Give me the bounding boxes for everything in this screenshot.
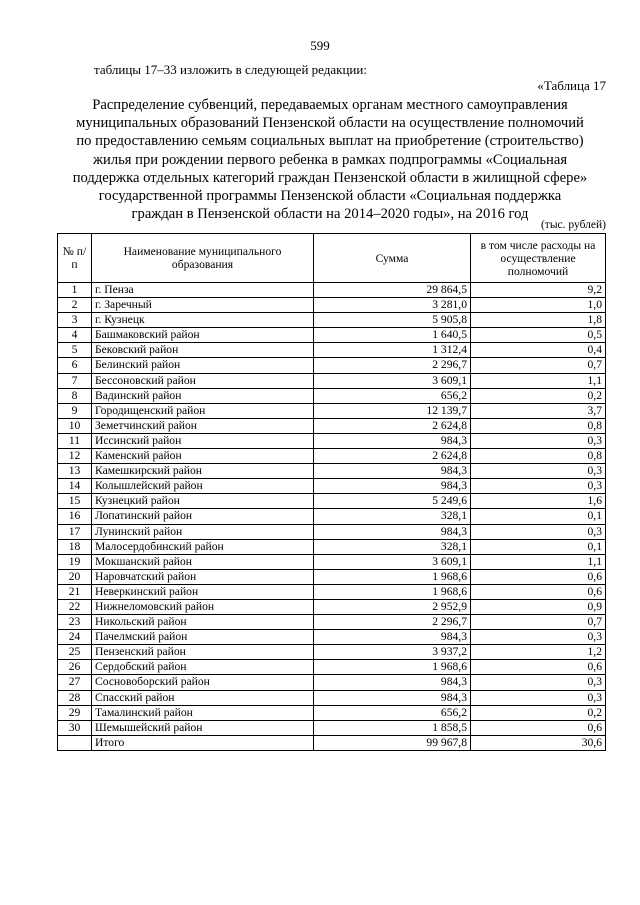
table-row xyxy=(58,494,606,509)
table-row xyxy=(58,433,606,448)
row-name: Иссинский район xyxy=(92,433,314,448)
row-expenses: 0,1 xyxy=(471,509,606,524)
header-num: № п/п xyxy=(58,234,92,283)
row-expenses: 0,2 xyxy=(471,705,606,720)
row-amount: 12 139,7 xyxy=(314,403,471,418)
row-amount: 3 937,2 xyxy=(314,645,471,660)
row-amount: 984,3 xyxy=(314,464,471,479)
row-name: Лопатинский район xyxy=(92,509,314,524)
row-expenses: 0,3 xyxy=(471,433,606,448)
table-row xyxy=(58,660,606,675)
row-amount: 656,2 xyxy=(314,388,471,403)
table-row xyxy=(58,599,606,614)
row-expenses: 0,3 xyxy=(471,675,606,690)
table-row xyxy=(58,313,606,328)
table-row xyxy=(58,328,606,343)
table-row xyxy=(58,690,606,705)
row-expenses: 9,2 xyxy=(471,283,606,298)
row-name: Белинский район xyxy=(92,358,314,373)
row-name: г. Заречный xyxy=(92,298,314,313)
row-amount: 3 281,0 xyxy=(314,298,471,313)
row-num: 29 xyxy=(58,705,92,720)
row-name: Сердобский район xyxy=(92,660,314,675)
table-row xyxy=(58,509,606,524)
row-num: 10 xyxy=(58,418,92,433)
table-row xyxy=(58,539,606,554)
table-row xyxy=(58,705,606,720)
row-num: 6 xyxy=(58,358,92,373)
table-row xyxy=(58,735,606,750)
row-num: 20 xyxy=(58,569,92,584)
row-num: 30 xyxy=(58,720,92,735)
row-num: 24 xyxy=(58,630,92,645)
row-name: Башмаковский район xyxy=(92,328,314,343)
table-row xyxy=(58,630,606,645)
row-expenses: 0,4 xyxy=(471,343,606,358)
row-num: 8 xyxy=(58,388,92,403)
row-num: 26 xyxy=(58,660,92,675)
row-expenses: 0,5 xyxy=(471,328,606,343)
header-expenses: в том числе расходы на осуществление полномочий xyxy=(471,234,606,283)
row-name: Вадинский район xyxy=(92,388,314,403)
row-amount: 3 609,1 xyxy=(314,554,471,569)
row-expenses: 0,8 xyxy=(471,449,606,464)
row-amount: 328,1 xyxy=(314,509,471,524)
row-num: 9 xyxy=(58,403,92,418)
row-num: 18 xyxy=(58,539,92,554)
row-expenses: 0,6 xyxy=(471,584,606,599)
row-name: г. Кузнецк xyxy=(92,313,314,328)
row-amount: 1 968,6 xyxy=(314,660,471,675)
units-note: (тыс. рублей) xyxy=(540,219,606,231)
row-expenses: 0,7 xyxy=(471,615,606,630)
row-num: 11 xyxy=(58,433,92,448)
row-num: 14 xyxy=(58,479,92,494)
row-amount: 984,3 xyxy=(314,630,471,645)
row-amount: 984,3 xyxy=(314,479,471,494)
row-expenses: 0,6 xyxy=(471,720,606,735)
row-name: г. Пенза xyxy=(92,283,314,298)
row-amount: 2 624,8 xyxy=(314,449,471,464)
row-num: 17 xyxy=(58,524,92,539)
row-name: Тамалинский район xyxy=(92,705,314,720)
row-expenses: 1,1 xyxy=(471,373,606,388)
table-row xyxy=(58,343,606,358)
header-name: Наименование муниципального образования xyxy=(92,234,314,283)
row-expenses: 1,1 xyxy=(471,554,606,569)
row-amount: 984,3 xyxy=(314,675,471,690)
row-expenses: 0,7 xyxy=(471,358,606,373)
row-amount: 984,3 xyxy=(314,433,471,448)
row-expenses: 0,6 xyxy=(471,569,606,584)
table-row xyxy=(58,720,606,735)
row-amount: 1 968,6 xyxy=(314,569,471,584)
row-amount: 2 296,7 xyxy=(314,358,471,373)
row-name: Бековский район xyxy=(92,343,314,358)
table-row xyxy=(58,615,606,630)
table-row xyxy=(58,554,606,569)
header-amount: Сумма xyxy=(314,234,471,283)
table-row xyxy=(58,524,606,539)
row-name: Сосновоборский район xyxy=(92,675,314,690)
row-amount: 984,3 xyxy=(314,690,471,705)
row-amount: 2 952,9 xyxy=(314,599,471,614)
row-amount: 2 624,8 xyxy=(314,418,471,433)
table-row xyxy=(58,645,606,660)
table-row xyxy=(58,358,606,373)
row-amount: 984,3 xyxy=(314,524,471,539)
row-num xyxy=(58,735,92,750)
row-expenses: 0,3 xyxy=(471,630,606,645)
row-expenses: 0,3 xyxy=(471,690,606,705)
row-expenses: 0,6 xyxy=(471,660,606,675)
row-num: 15 xyxy=(58,494,92,509)
row-amount: 2 296,7 xyxy=(314,615,471,630)
row-amount: 1 312,4 xyxy=(314,343,471,358)
document-title: Распределение субвенций, передаваемых органам местного самоуправления муниципальных образований Пензенской области на осуществление полномочий по предоставлению семьям социальных выплат на приобретение (строительство) жилья при рождении первого ребенка в рамках подпрограммы «Социальная поддержка отдельных категорий граждан Пензенской области в жилищной сфере» государственной программы Пензенской области «Социальная поддержка граждан в Пензенской области на 2014–2020 годы», на 2016 год xyxy=(72,97,588,223)
row-num: 19 xyxy=(58,554,92,569)
row-name: Шемышейский район xyxy=(92,720,314,735)
row-expenses: 0,3 xyxy=(471,524,606,539)
intro-text: таблицы 17–33 изложить в следующей редакции: xyxy=(94,62,367,77)
table-row xyxy=(58,479,606,494)
row-expenses: 0,8 xyxy=(471,418,606,433)
row-num: 21 xyxy=(58,584,92,599)
row-amount: 3 609,1 xyxy=(314,373,471,388)
row-expenses: 1,2 xyxy=(471,645,606,660)
row-amount: 1 858,5 xyxy=(314,720,471,735)
table-label: «Таблица 17 xyxy=(537,78,606,93)
row-name: Пачелмский район xyxy=(92,630,314,645)
row-expenses: 3,7 xyxy=(471,403,606,418)
table-row xyxy=(58,403,606,418)
table-row xyxy=(58,584,606,599)
row-expenses: 0,1 xyxy=(471,539,606,554)
subvention-table xyxy=(57,233,606,751)
row-num: 28 xyxy=(58,690,92,705)
row-name: Нижнеломовский район xyxy=(92,599,314,614)
row-amount: 656,2 xyxy=(314,705,471,720)
row-amount: 1 640,5 xyxy=(314,328,471,343)
row-amount: 29 864,5 xyxy=(314,283,471,298)
row-num: 27 xyxy=(58,675,92,690)
row-amount: 5 905,8 xyxy=(314,313,471,328)
row-num: 1 xyxy=(58,283,92,298)
row-num: 25 xyxy=(58,645,92,660)
row-name: Бессоновский район xyxy=(92,373,314,388)
table-row xyxy=(58,283,606,298)
row-expenses: 0,9 xyxy=(471,599,606,614)
row-name: Колышлейский район xyxy=(92,479,314,494)
row-name: Итого xyxy=(92,735,314,750)
row-num: 16 xyxy=(58,509,92,524)
row-expenses: 1,6 xyxy=(471,494,606,509)
row-name: Земетчинский район xyxy=(92,418,314,433)
row-name: Малосердобинский район xyxy=(92,539,314,554)
row-name: Лунинский район xyxy=(92,524,314,539)
row-name: Кузнецкий район xyxy=(92,494,314,509)
row-amount: 99 967,8 xyxy=(314,735,471,750)
row-num: 13 xyxy=(58,464,92,479)
row-num: 22 xyxy=(58,599,92,614)
row-name: Городищенский район xyxy=(92,403,314,418)
row-expenses: 0,3 xyxy=(471,479,606,494)
row-expenses: 0,2 xyxy=(471,388,606,403)
table-header-row xyxy=(58,234,606,283)
table-row xyxy=(58,569,606,584)
row-name: Пензенский район xyxy=(92,645,314,660)
row-num: 3 xyxy=(58,313,92,328)
table-row xyxy=(58,373,606,388)
row-amount: 328,1 xyxy=(314,539,471,554)
row-amount: 5 249,6 xyxy=(314,494,471,509)
table-row xyxy=(58,298,606,313)
row-num: 23 xyxy=(58,615,92,630)
row-expenses: 30,6 xyxy=(471,735,606,750)
row-expenses: 1,0 xyxy=(471,298,606,313)
row-num: 2 xyxy=(58,298,92,313)
table-row xyxy=(58,675,606,690)
row-name: Мокшанский район xyxy=(92,554,314,569)
row-name: Камешкирский район xyxy=(92,464,314,479)
row-name: Каменский район xyxy=(92,449,314,464)
table-row xyxy=(58,449,606,464)
page-number: 599 xyxy=(310,38,330,53)
row-name: Спасский район xyxy=(92,690,314,705)
row-expenses: 1,8 xyxy=(471,313,606,328)
row-num: 12 xyxy=(58,449,92,464)
row-expenses: 0,3 xyxy=(471,464,606,479)
table-row xyxy=(58,418,606,433)
row-num: 7 xyxy=(58,373,92,388)
row-num: 4 xyxy=(58,328,92,343)
row-num: 5 xyxy=(58,343,92,358)
row-amount: 1 968,6 xyxy=(314,584,471,599)
row-name: Никольский район xyxy=(92,615,314,630)
row-name: Неверкинский район xyxy=(92,584,314,599)
row-name: Наровчатский район xyxy=(92,569,314,584)
table-row xyxy=(58,388,606,403)
table-row xyxy=(58,464,606,479)
